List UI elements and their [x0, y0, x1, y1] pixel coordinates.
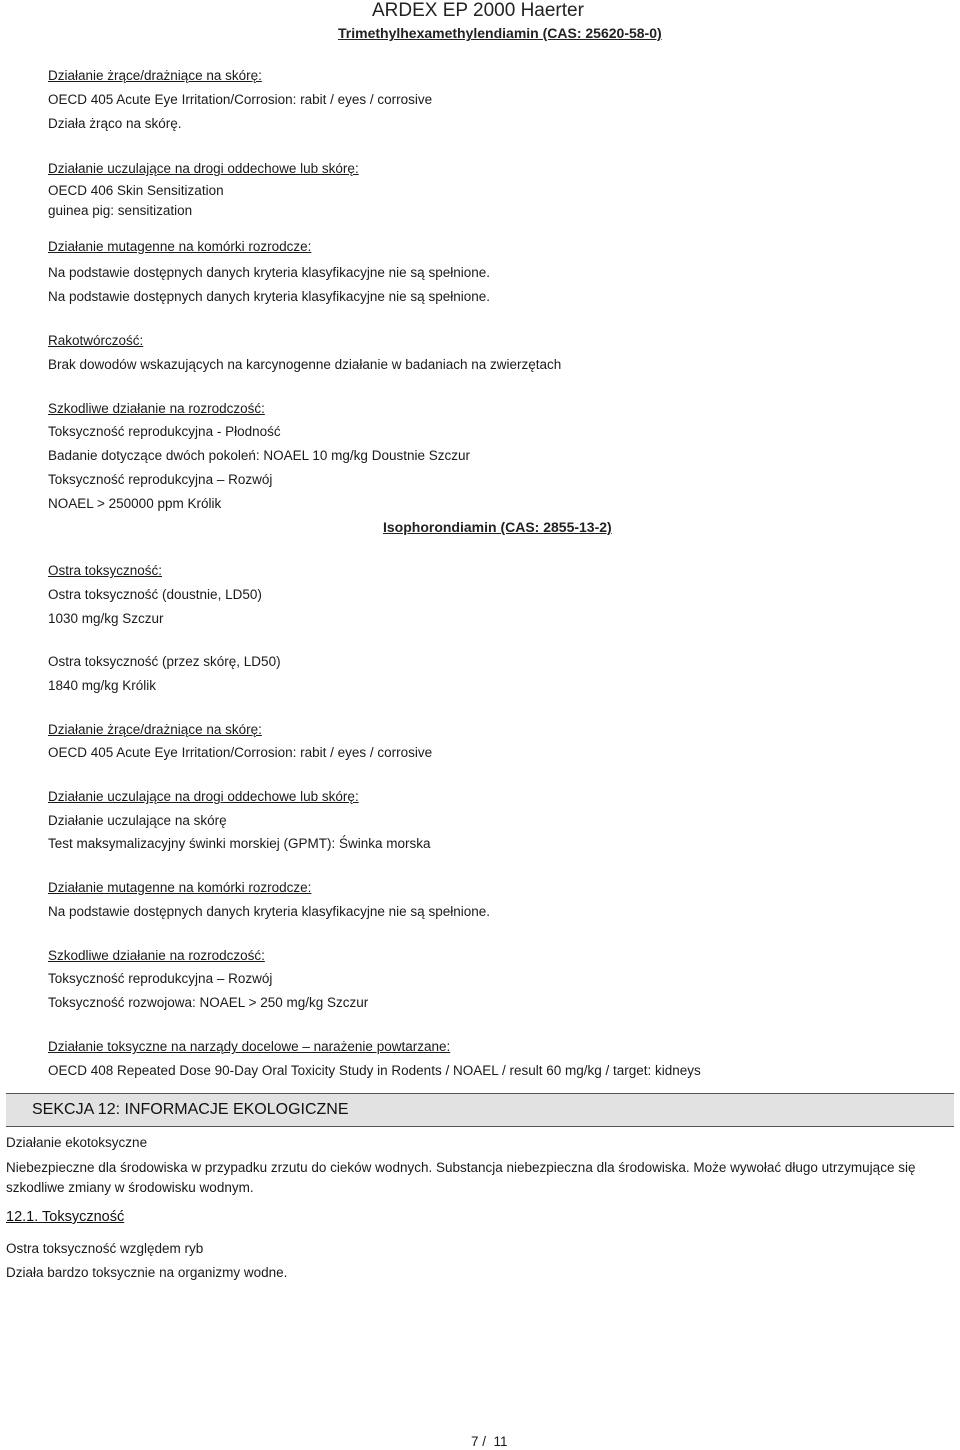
skin-corrosion-test: OECD 405 Acute Eye Irritation/Corrosion: rabit / eyes / corrosive [48, 92, 433, 107]
carcinogenicity-text: Brak dowodów wskazujących na karcynogenne działanie w badaniach na zwierzętach [48, 357, 562, 372]
page-number: 7 / 11 [471, 1434, 508, 1449]
sensitization-label: Działanie uczulające na drogi oddechowe lub skórę: [48, 789, 359, 804]
document-title: ARDEX EP 2000 Haerter [372, 0, 584, 21]
substance-heading: Isophorondiamin (CAS: 2855-13-2) [383, 519, 612, 535]
reproductive-label: Szkodliwe działanie na rozrodczość: [48, 948, 265, 963]
mutagenic-text: Na podstawie dostępnych danych kryteria klasyfikacyjne nie są spełnione. [48, 904, 490, 919]
skin-corrosion-test: OECD 405 Acute Eye Irritation/Corrosion: rabit / eyes / corrosive [48, 745, 433, 760]
section-12-title: SEKCJA 12: INFORMACJE EKOLOGICZNE [32, 1101, 349, 1118]
acute-oral-value: 1030 mg/kg Szczur [48, 611, 164, 626]
stot-repeated-text: OECD 408 Repeated Dose 90-Day Oral Toxicity Study in Rodents / NOAEL / result 60 mg/kg / target: kidneys [48, 1063, 701, 1078]
section-12-bar [6, 1093, 954, 1127]
mutagenic-label: Działanie mutagenne na komórki rozrodcze: [48, 239, 312, 254]
reproductive-line: Badanie dotyczące dwóch pokoleń: NOAEL 10 mg/kg Doustnie Szczur [48, 448, 470, 463]
skin-corrosion-label: Działanie żrące/drażniące na skórę: [48, 68, 262, 83]
sensitization-test: OECD 406 Skin Sensitization [48, 183, 224, 198]
carcinogenicity-label: Rakotwórczość: [48, 333, 144, 348]
toxicity-subheading: 12.1. Toksyczność [6, 1209, 125, 1225]
skin-corrosion-result: Działa żrąco na skórę. [48, 116, 182, 131]
sensitization-result: guinea pig: sensitization [48, 203, 193, 218]
reproductive-line: Toksyczność reprodukcyjna – Rozwój [48, 971, 273, 986]
skin-corrosion-label: Działanie żrące/drażniące na skórę: [48, 722, 262, 737]
ecotox-label: Działanie ekotoksyczne [6, 1135, 148, 1150]
mutagenic-label: Działanie mutagenne na komórki rozrodcze: [48, 880, 312, 895]
ecotox-text: Niebezpieczne dla środowiska w przypadku zrzutu do cieków wodnych. Substancja niebezpieczna dla środowiska. Może wywołać długo utrzymujące się szkodliwe zmiany w środowisku wodnym. [6, 1160, 916, 1195]
reproductive-line: NOAEL > 250000 ppm Królik [48, 496, 222, 511]
sensitization-line: Test maksymalizacyjny świnki morskiej (GPMT): Świnka morska [48, 836, 431, 851]
sensitization-line: Działanie uczulające na skórę [48, 813, 227, 828]
stot-repeated-label: Działanie toksyczne na narządy docelowe – narażenie powtarzane: [48, 1039, 451, 1054]
fish-toxicity-text: Działa bardzo toksycznie na organizmy wodne. [6, 1265, 288, 1280]
reproductive-line: Toksyczność reprodukcyjna – Rozwój [48, 472, 273, 487]
reproductive-line: Toksyczność reprodukcyjna - Płodność [48, 424, 281, 439]
acute-toxicity-label: Ostra toksyczność: [48, 563, 163, 578]
fish-toxicity-label: Ostra toksyczność względem ryb [6, 1241, 204, 1256]
mutagenic-text: Na podstawie dostępnych danych kryteria klasyfikacyjne nie są spełnione. [48, 289, 490, 304]
sensitization-label: Działanie uczulające na drogi oddechowe lub skórę: [48, 161, 359, 176]
reproductive-label: Szkodliwe działanie na rozrodczość: [48, 401, 265, 416]
mutagenic-text: Na podstawie dostępnych danych kryteria klasyfikacyjne nie są spełnione. [48, 265, 490, 280]
acute-dermal-value: 1840 mg/kg Królik [48, 678, 157, 693]
substance-heading: Trimethylhexamethylendiamin (CAS: 25620-58-0) [338, 25, 662, 41]
acute-dermal-label: Ostra toksyczność (przez skórę, LD50) [48, 654, 281, 669]
acute-oral-label: Ostra toksyczność (doustnie, LD50) [48, 587, 262, 602]
reproductive-line: Toksyczność rozwojowa: NOAEL > 250 mg/kg Szczur [48, 995, 369, 1010]
